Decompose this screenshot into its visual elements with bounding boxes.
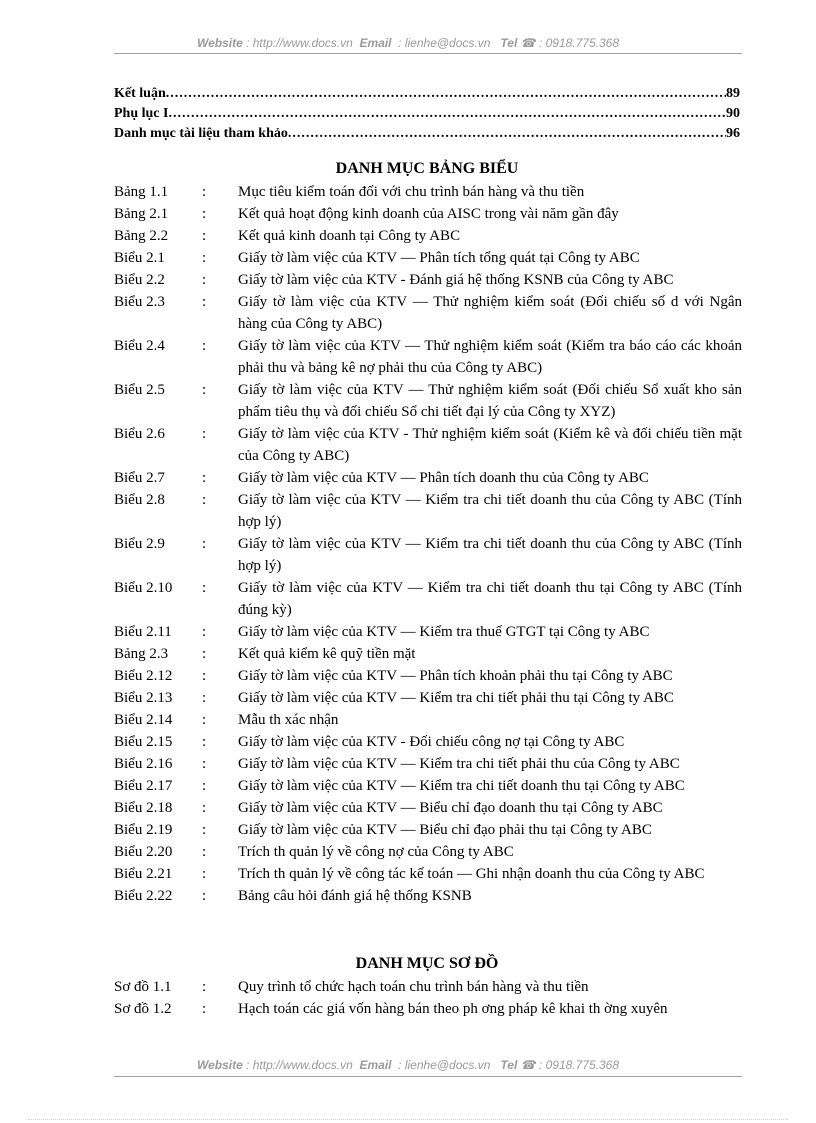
tables-list: [114, 181, 742, 907]
item-text: Giấy tờ làm việc của KTV — Biểu chỉ đạo doanh thu tại Công ty ABC: [238, 800, 663, 816]
item-text: Giấy tờ làm việc của KTV — Kiểm tra chi tiết phải thu của Công ty ABC: [238, 756, 680, 772]
item-colon: :: [202, 800, 207, 816]
item-text: Giấy tờ làm việc của KTV — Phân tích khoản phải thu tại Công ty ABC: [238, 668, 673, 684]
item-colon: :: [202, 712, 207, 728]
item-text: Mẫu th xác nhận: [238, 712, 339, 728]
item-text: Kết quả kiểm kê quỹ tiền mặt: [238, 646, 416, 662]
item-colon: :: [202, 756, 207, 772]
item-text: Giấy tờ làm việc của KTV — Phân tích doanh thu của Công ty ABC: [238, 470, 649, 486]
list-item: [114, 687, 742, 709]
item-label: Sơ đồ 1.1: [114, 979, 172, 995]
item-colon: :: [202, 866, 207, 882]
item-colon: :: [202, 690, 207, 706]
item-text: Giấy tờ làm việc của KTV — Kiểm tra chi tiết doanh thu của Công ty ABC (Tính hợp lý): [238, 536, 742, 574]
footer-rule: [114, 1076, 742, 1077]
toc-leader: [168, 104, 726, 124]
toc-title: Danh mục tài liệu tham khảo: [114, 126, 288, 141]
page-header: [0, 36, 816, 50]
item-text: Giấy tờ làm việc của KTV — Kiểm tra chi tiết phải thu tại Công ty ABC: [238, 690, 674, 706]
list-item: [114, 335, 742, 379]
email-value: : lienhe@docs.vn: [398, 1058, 491, 1072]
toc-leader: [166, 84, 726, 104]
diagrams-list: [114, 976, 742, 1020]
list-item: [114, 841, 742, 863]
item-text: Giấy tờ làm việc của KTV — Biểu chỉ đạo phải thu tại Công ty ABC: [238, 822, 652, 838]
item-label: Biểu 2.10: [114, 580, 173, 596]
item-colon: :: [202, 426, 207, 442]
item-colon: :: [202, 250, 207, 266]
website-label: Website: [196, 1058, 243, 1072]
email-label: Email: [359, 1058, 392, 1072]
item-text: Giấy tờ làm việc của KTV — Thử nghiệm kiểm soát (Đối chiếu số d với Ngân hàng của Công ty ABC): [238, 294, 742, 332]
item-text: Giấy tờ làm việc của KTV — Thử nghiệm kiểm soát (Đối chiếu Sổ xuất kho sản phẩm tiêu thụ và đối chiếu Sổ chi tiết đại lý của Công ty XYZ): [238, 382, 742, 420]
list-item: [114, 621, 742, 643]
header-rule: [114, 53, 742, 54]
item-text: Giấy tờ làm việc của KTV — Kiểm tra chi tiết doanh thu tại Công ty ABC (Tính đúng kỳ): [238, 580, 742, 618]
list-item: [114, 181, 742, 203]
list-item: [114, 775, 742, 797]
list-item: [114, 203, 742, 225]
item-label: Biểu 2.21: [114, 866, 173, 882]
page-footer: [0, 1058, 816, 1072]
toc-row: [114, 84, 740, 104]
item-label: Biểu 2.9: [114, 536, 165, 552]
item-text: Kết quả kinh doanh tại Công ty ABC: [238, 228, 461, 244]
item-label: Biểu 2.19: [114, 822, 173, 838]
item-colon: :: [202, 228, 207, 244]
item-text: Trích th quản lý về công nợ của Công ty ABC: [238, 844, 514, 860]
website-value: : http://www.docs.vn: [246, 1058, 353, 1072]
list-item: [114, 269, 742, 291]
list-item: [114, 797, 742, 819]
item-colon: :: [202, 734, 207, 750]
list-item: [114, 863, 742, 885]
toc-row: [114, 104, 740, 124]
item-colon: :: [202, 778, 207, 794]
item-text: Mục tiêu kiểm toán đối với chu trình bán hàng và thu tiền: [238, 184, 585, 200]
toc-title: Kết luận: [114, 86, 166, 101]
item-colon: :: [202, 646, 207, 662]
item-colon: :: [202, 294, 207, 310]
item-label: Bảng 1.1: [114, 184, 169, 200]
item-text: Hạch toán các giá vốn hàng bán theo ph ơng pháp kê khai th ờng xuyên: [238, 1001, 668, 1017]
list-item: [114, 467, 742, 489]
item-label: Biểu 2.20: [114, 844, 173, 860]
item-colon: :: [202, 668, 207, 684]
toc-page: 90: [726, 106, 740, 121]
item-colon: :: [202, 492, 207, 508]
item-label: Biểu 2.12: [114, 668, 173, 684]
item-colon: :: [202, 536, 207, 552]
table-of-contents: [114, 84, 740, 144]
item-label: Biểu 2.13: [114, 690, 173, 706]
item-text: Trích th quản lý về công tác kế toán — Ghi nhận doanh thu của Công ty ABC: [238, 866, 705, 882]
list-item: [114, 753, 742, 775]
email-value: : lienhe@docs.vn: [398, 36, 491, 50]
tel-value: ☎ : 0918.775.368: [520, 36, 620, 50]
item-text: Giấy tờ làm việc của KTV - Đối chiếu công nợ tại Công ty ABC: [238, 734, 625, 750]
list-item: [114, 976, 742, 998]
item-colon: :: [202, 184, 207, 200]
item-colon: :: [202, 272, 207, 288]
toc-page: 89: [726, 86, 740, 101]
item-colon: :: [202, 844, 207, 860]
list-item: [114, 423, 742, 467]
item-label: Biểu 2.7: [114, 470, 165, 486]
item-colon: :: [202, 470, 207, 486]
item-colon: :: [202, 822, 207, 838]
list-item: [114, 885, 742, 907]
email-label: Email: [359, 36, 392, 50]
item-colon: :: [202, 1001, 207, 1017]
list-item: [114, 291, 742, 335]
item-label: Biểu 2.17: [114, 778, 173, 794]
item-label: Biểu 2.14: [114, 712, 173, 728]
item-label: Biểu 2.18: [114, 800, 173, 816]
item-label: Biểu 2.22: [114, 888, 173, 904]
item-text: Giấy tờ làm việc của KTV — Kiểm tra thuế GTGT tại Công ty ABC: [238, 624, 650, 640]
item-colon: :: [202, 888, 207, 904]
tel-value: ☎ : 0918.775.368: [520, 1058, 620, 1072]
item-label: Biểu 2.6: [114, 426, 165, 442]
tel-label: Tel: [500, 36, 518, 50]
list-item: [114, 489, 742, 533]
item-text: Giấy tờ làm việc của KTV — Kiểm tra chi tiết doanh thu của Công ty ABC (Tính hợp lý): [238, 492, 742, 530]
item-colon: :: [202, 624, 207, 640]
item-text: Giấy tờ làm việc của KTV — Kiểm tra chi tiết doanh thu tại Công ty ABC: [238, 778, 685, 794]
list-item: [114, 665, 742, 687]
list-item: [114, 379, 742, 423]
toc-row: [114, 124, 740, 144]
item-text: Giấy tờ làm việc của KTV - Thử nghiệm kiểm soát (Kiểm kê và đối chiếu tiền mặt của Công ty ABC): [238, 426, 742, 464]
item-colon: :: [202, 338, 207, 354]
list-item: [114, 225, 742, 247]
website-label: Website: [196, 36, 243, 50]
list-item: [114, 998, 742, 1020]
item-colon: :: [202, 206, 207, 222]
item-label: Sơ đồ 1.2: [114, 1001, 172, 1017]
item-colon: :: [202, 580, 207, 596]
page-edge-divider: [28, 1119, 788, 1120]
tel-label: Tel: [500, 1058, 518, 1072]
item-text: Giấy tờ làm việc của KTV — Phân tích tổng quát tại Công ty ABC: [238, 250, 640, 266]
list-item: [114, 577, 742, 621]
item-text: Quy trình tổ chức hạch toán chu trình bán hàng và thu tiền: [238, 979, 589, 995]
item-label: Biểu 2.3: [114, 294, 165, 310]
list-item: [114, 731, 742, 753]
item-text: Giấy tờ làm việc của KTV - Đánh giá hệ thống KSNB của Công ty ABC: [238, 272, 674, 288]
website-value: : http://www.docs.vn: [246, 36, 353, 50]
item-label: Bảng 2.1: [114, 206, 169, 222]
item-text: Kết quả hoạt động kinh doanh của AISC trong vài năm gần đây: [238, 206, 619, 222]
tables-heading: DANH MỤC BẢNG BIỂU: [335, 160, 519, 177]
list-item: [114, 819, 742, 841]
list-item: [114, 709, 742, 731]
item-label: Biểu 2.1: [114, 250, 165, 266]
item-text: Bảng câu hỏi đánh giá hệ thống KSNB: [238, 888, 472, 904]
toc-page: 96: [726, 126, 740, 141]
diagrams-heading: DANH MỤC SƠ ĐỒ: [355, 955, 499, 972]
item-label: Biểu 2.15: [114, 734, 173, 750]
item-label: Biểu 2.4: [114, 338, 165, 354]
list-item: [114, 643, 742, 665]
toc-title: Phụ lục I: [114, 106, 169, 121]
item-label: Biểu 2.16: [114, 756, 173, 772]
list-item: [114, 247, 742, 269]
item-label: Bảng 2.3: [114, 646, 169, 662]
toc-leader: [288, 124, 726, 144]
item-text: Giấy tờ làm việc của KTV — Thử nghiệm kiểm soát (Kiểm tra báo cáo các khoản phải thu và bảng kê nợ phải thu của Công ty ABC): [238, 338, 742, 376]
item-colon: :: [202, 382, 207, 398]
item-colon: :: [202, 979, 207, 995]
list-item: [114, 533, 742, 577]
item-label: Biểu 2.8: [114, 492, 165, 508]
item-label: Biểu 2.11: [114, 624, 172, 640]
item-label: Biểu 2.2: [114, 272, 165, 288]
item-label: Bảng 2.2: [114, 228, 169, 244]
item-label: Biểu 2.5: [114, 382, 165, 398]
